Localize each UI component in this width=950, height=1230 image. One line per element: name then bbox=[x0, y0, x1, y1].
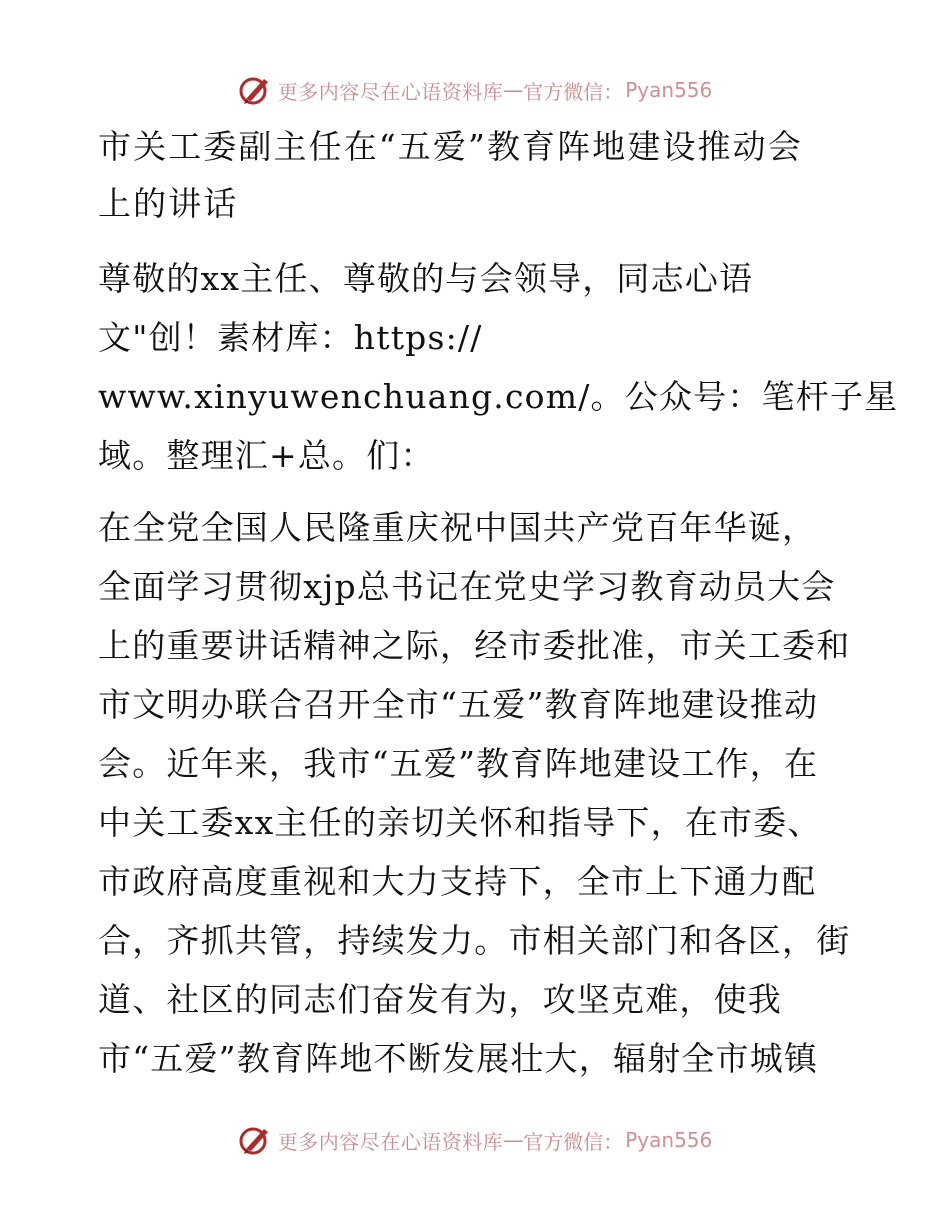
body-line-3: 上的重要讲话精神之际，经市委批准，市关工委和 bbox=[98, 626, 851, 665]
body-line-6: 中关工委xx主任的亲切关怀和指导下，在市委、 bbox=[98, 803, 822, 842]
watermark-wechat-id: Pyan556 bbox=[625, 1128, 713, 1152]
body-line-5: 会。近年来，我市“五爱”教育阵地建设工作，在 bbox=[98, 744, 819, 783]
title-line-2: 上的讲话 bbox=[98, 184, 239, 223]
watermark-separator: — bbox=[503, 78, 524, 102]
greeting-line-4: 域。整理汇+总。们： bbox=[98, 436, 435, 475]
watermark-separator: — bbox=[503, 1128, 524, 1152]
watermark-text: 更多内容尽在心语资料库 bbox=[277, 79, 504, 104]
watermark-banner-bottom bbox=[0, 1120, 950, 1160]
watermark-wechat-id: Pyan556 bbox=[625, 78, 713, 102]
greeting-line-1: 尊敬的xx主任、尊敬的与会领导，同志心语 bbox=[98, 259, 754, 298]
watermark-banner-top bbox=[0, 70, 950, 110]
body-line-1: 在全党全国人民隆重庆祝中国共产党百年华诞， bbox=[98, 508, 817, 547]
body-line-9: 道、社区的同志们奋发有为，攻坚克难，使我 bbox=[98, 980, 782, 1019]
body-line-7: 市政府高度重视和大力支持下，全市上下通力配 bbox=[98, 862, 817, 901]
watermark-wechat-label: 官方微信： bbox=[523, 1129, 624, 1154]
greeting-line-3: www.xinyuwenchuang.com/。公众号：笔杆子星 bbox=[98, 377, 899, 416]
watermark-wechat-label: 官方微信： bbox=[523, 79, 624, 104]
pen-logo-icon bbox=[238, 73, 272, 107]
greeting-line-2: 文"创！素材库：https:// bbox=[98, 318, 483, 357]
watermark-text: 更多内容尽在心语资料库 bbox=[277, 1129, 504, 1154]
body-line-4: 市文明办联合召开全市“五爱”教育阵地建设推动 bbox=[98, 685, 819, 724]
title-line-1: 市关工委副主任在“五爱”教育阵地建设推动会 bbox=[98, 127, 803, 166]
body-line-10: 市“五爱”教育阵地不断发展壮大，辐射全市城镇 bbox=[98, 1039, 819, 1078]
body-line-2: 全面学习贯彻xjp总书记在党史学习教育动员大会 bbox=[98, 567, 836, 606]
pen-logo-icon bbox=[238, 1123, 272, 1157]
body-line-8: 合，齐抓共管，持续发力。市相关部门和各区，街 bbox=[98, 921, 851, 960]
